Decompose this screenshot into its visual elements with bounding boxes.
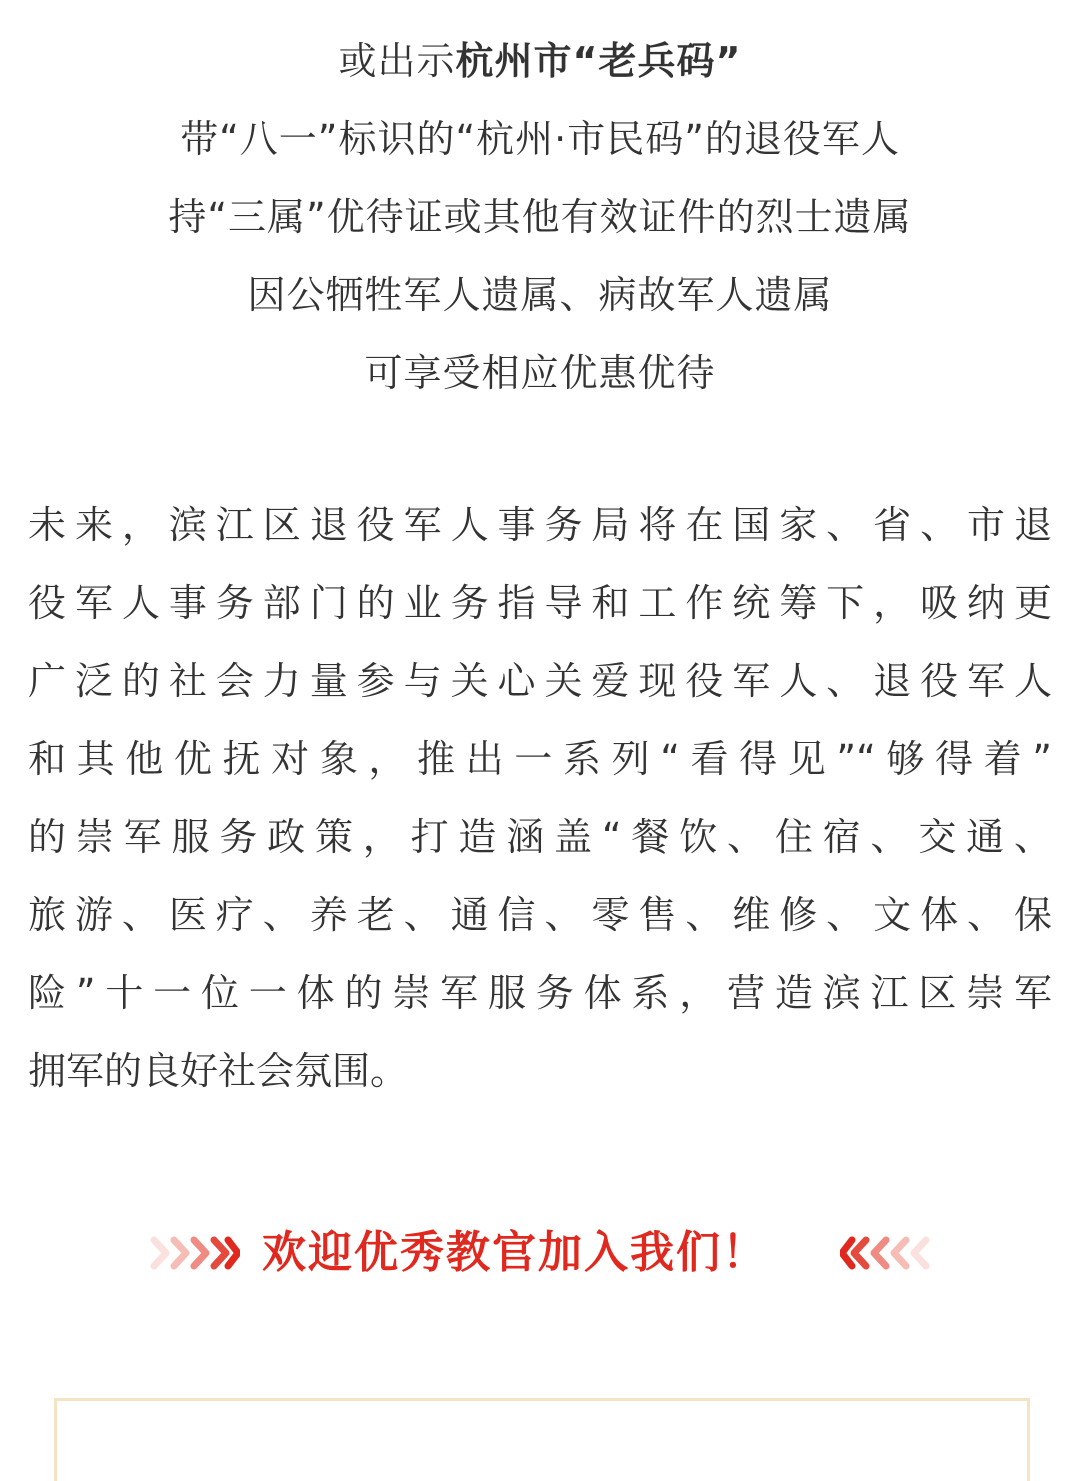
- intro-line-2: 带“八一”标识的“杭州·市民码”的退役军人: [180, 117, 900, 161]
- paragraph-line: 役军人事务部门的业务指导和工作统筹下，吸纳更: [28, 581, 1052, 625]
- banner-title: 欢迎优秀教官加入我们！: [262, 1227, 768, 1278]
- intro-line-1-emphasis: 杭州市“老兵码”: [455, 39, 742, 83]
- paragraph-line: 拥军的良好社会氛围。: [28, 1049, 409, 1093]
- intro-line-5: 可享受相应优惠优待: [364, 351, 716, 395]
- intro-line-1: [0, 22, 1080, 100]
- paragraph-line: 广泛的社会力量参与关心关爱现役军人、退役军人: [28, 659, 1052, 703]
- intro-line-4: 因公牺牲军人遗属、病故军人遗属: [247, 273, 833, 317]
- paragraph-line: 的崇军服务政策，打造涵盖“餐饮、住宿、交通、: [28, 815, 1052, 859]
- recruit-banner: [0, 1218, 1080, 1288]
- paragraph-line: 险”十一位一体的崇军服务体系，营造滨江区崇军: [28, 971, 1052, 1015]
- chevrons-right-icon: [148, 1234, 240, 1272]
- content-card: [54, 1398, 1030, 1481]
- paragraph-line: 未来，滨江区退役军人事务局将在国家、省、市退: [28, 503, 1052, 547]
- paragraph-line: 旅游、医疗、养老、通信、零售、维修、文体、保: [28, 893, 1052, 937]
- chevrons-left-icon: [840, 1234, 932, 1272]
- paragraph-line: 和其他优抚对象，推出一系列“看得见”“够得着”: [28, 737, 1052, 781]
- intro-line-3: 持“三属”优待证或其他有效证件的烈士遗属: [168, 195, 912, 239]
- intro-line-1-prefix: 或出示: [338, 39, 456, 83]
- body-paragraph: [28, 486, 1052, 1110]
- intro-block: [0, 22, 1080, 412]
